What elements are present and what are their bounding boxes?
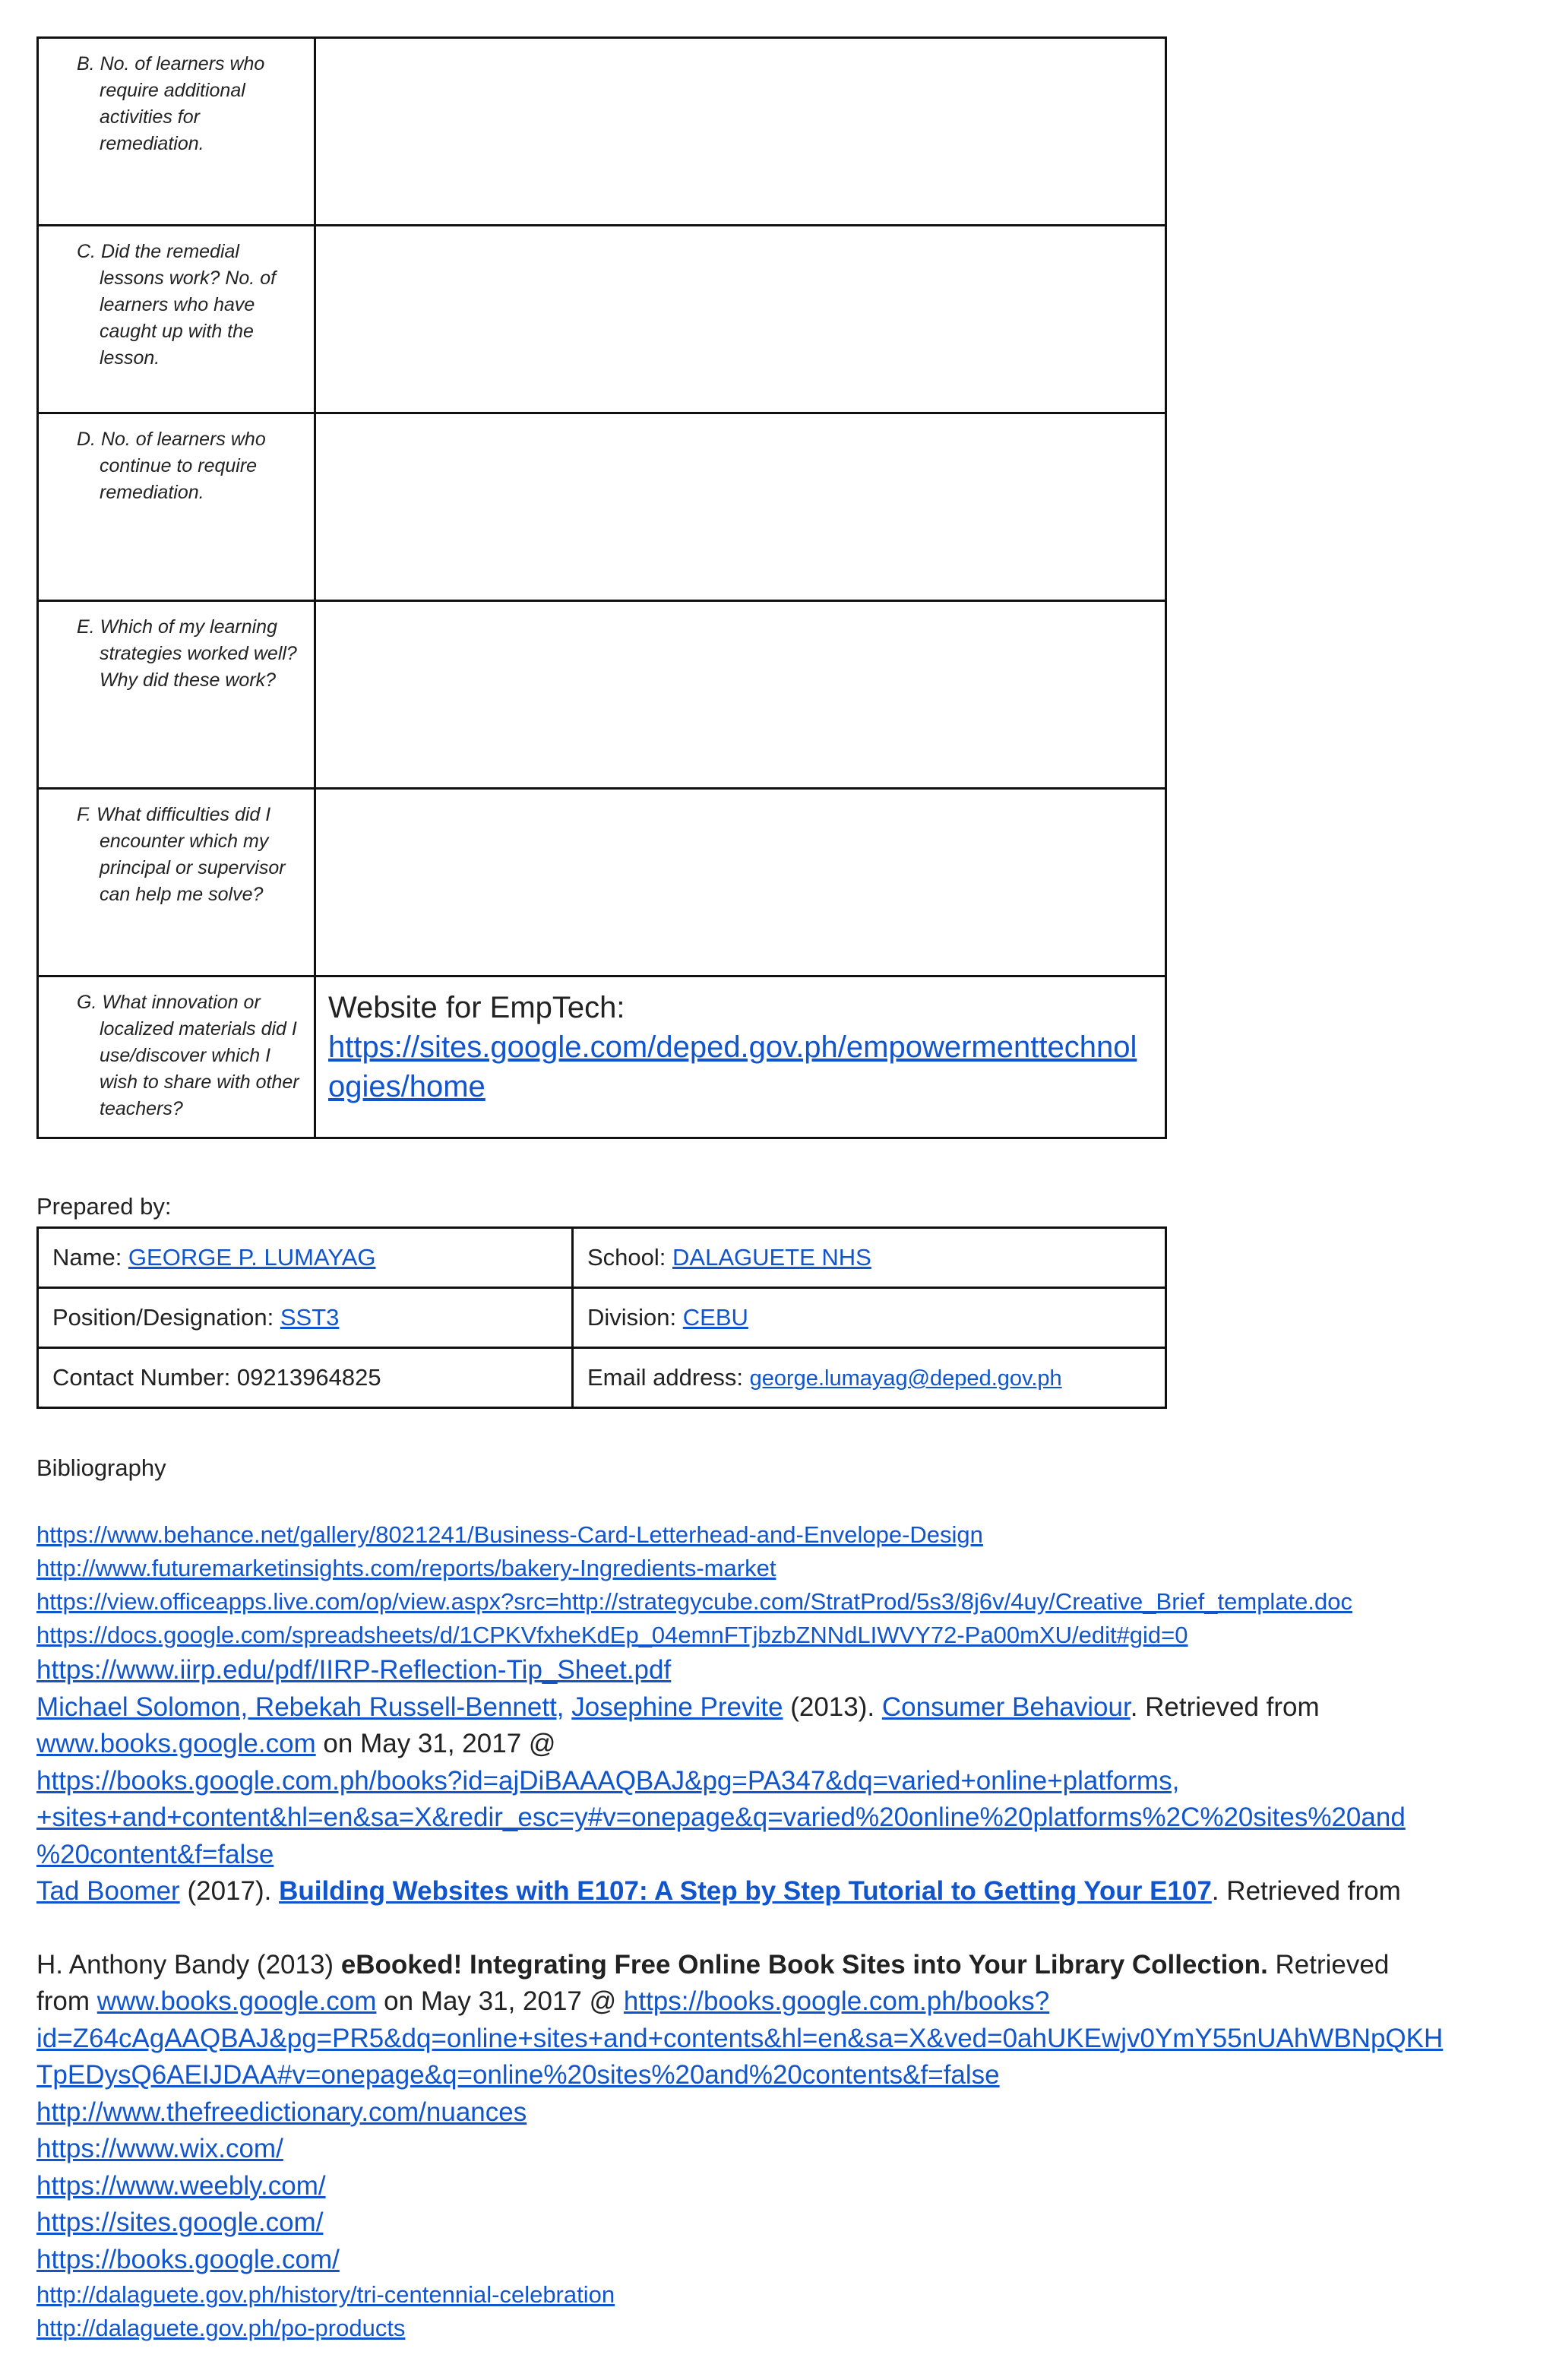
table-row bbox=[38, 1228, 1166, 1288]
bib-ref-solomon bbox=[36, 1689, 1541, 1726]
ref1-retrieved: . Retrieved from bbox=[1130, 1692, 1320, 1722]
division-cell bbox=[573, 1288, 1166, 1348]
table-row bbox=[38, 413, 1166, 601]
question-cell bbox=[38, 976, 315, 1138]
email-label: Email address: bbox=[587, 1364, 750, 1391]
ref1-date: on May 31, 2017 @ bbox=[315, 1729, 556, 1758]
ref1-author2[interactable]: Josephine Previte bbox=[571, 1692, 783, 1722]
ref2-title[interactable]: Building Websites with E107: A Step by Step Tutorial to Getting Your E107 bbox=[279, 1876, 1212, 1906]
question-f: F. What difficulties did I encounter which my principal or supervisor can help me solve? bbox=[77, 804, 286, 905]
position-label: Position/Designation: bbox=[52, 1304, 280, 1331]
ref3-from: from bbox=[36, 1986, 97, 2016]
answer-cell[interactable] bbox=[315, 226, 1166, 413]
table-row bbox=[38, 226, 1166, 413]
name-label: Name: bbox=[52, 1244, 128, 1271]
answer-title: Website for EmpTech: bbox=[328, 991, 625, 1024]
bib-link-dalaguete-products[interactable]: http://dalaguete.gov.ph/po-products bbox=[36, 2315, 406, 2341]
answer-cell[interactable] bbox=[315, 789, 1166, 976]
contact-cell bbox=[38, 1348, 573, 1408]
contact-label: Contact Number: 09213964825 bbox=[52, 1364, 381, 1391]
bib-ref-bandy-source bbox=[36, 1983, 1541, 2021]
bibliography-list bbox=[36, 1518, 1541, 2345]
ref3-url-line3[interactable]: TpEDysQ6AEIJDAA#v=onepage&q=online%20sites%20and%20contents&f=false bbox=[36, 2060, 1000, 2090]
table-row bbox=[38, 976, 1166, 1138]
ref1-url-line1[interactable]: https://books.google.com.ph/books?id=ajDiBAAAQBAJ&pg=PA347&dq=varied+online+platforms, bbox=[36, 1765, 1180, 1796]
ref3-url-line2[interactable]: id=Z64cAgAAQBAJ&pg=PR5&dq=online+sites+and+contents&hl=en&sa=X&ved=0ahUKEwjv0YmY55nUAhWBNpQKH bbox=[36, 2023, 1444, 2053]
ref3-retrieved: Retrieved bbox=[1267, 1949, 1390, 1980]
table-row bbox=[38, 789, 1166, 976]
ref1-url-line3[interactable]: %20content&f=false bbox=[36, 1839, 274, 1869]
bib-link-futuremarket[interactable]: http://www.futuremarketinsights.com/reports/bakery-Ingredients-market bbox=[36, 1555, 776, 1581]
question-cell bbox=[38, 601, 315, 789]
bib-link-spreadsheet[interactable]: https://docs.google.com/spreadsheets/d/1CPKVfxheKdEp_04emnFTjbzbZNNdLIWVY72-Pa00mXU/edit#gid=0 bbox=[36, 1622, 1188, 1648]
question-cell bbox=[38, 413, 315, 601]
answer-cell bbox=[315, 976, 1166, 1138]
school-cell bbox=[573, 1228, 1166, 1288]
prepared-by-label: Prepared by: bbox=[36, 1193, 172, 1220]
bib-link-google-sites[interactable]: https://sites.google.com/ bbox=[36, 2208, 324, 2237]
bib-link-iirp[interactable]: https://www.iirp.edu/pdf/IIRP-Reflection-Tip_Sheet.pdf bbox=[36, 1655, 672, 1685]
question-c: C. Did the remedial lessons work? No. of learners who have caught up with the lesson. bbox=[77, 241, 277, 369]
ref1-title[interactable]: Consumer Behaviour bbox=[881, 1692, 1131, 1722]
bib-link-dalaguete-history[interactable]: http://dalaguete.gov.ph/history/tri-centennial-celebration bbox=[36, 2281, 615, 2308]
bib-link-wix[interactable]: https://www.wix.com/ bbox=[36, 2134, 283, 2163]
question-b: B. No. of learners who require additional activities for remediation. bbox=[77, 53, 265, 154]
bibliography-heading: Bibliography bbox=[36, 1454, 166, 1481]
answer-cell[interactable] bbox=[315, 38, 1166, 226]
bib-link-weebly[interactable]: https://www.weebly.com/ bbox=[36, 2170, 326, 2201]
email-value[interactable]: george.lumayag@deped.gov.ph bbox=[749, 1366, 1062, 1391]
bib-link-freedictionary[interactable]: http://www.thefreedictionary.com/nuances bbox=[36, 2097, 527, 2127]
ref3-author-year: H. Anthony Bandy (2013) bbox=[36, 1949, 341, 1980]
answer-cell[interactable] bbox=[315, 413, 1166, 601]
reflection-table bbox=[36, 36, 1167, 1139]
ref2-retrieved: . Retrieved from bbox=[1211, 1876, 1401, 1906]
division-label: Division: bbox=[587, 1304, 683, 1331]
division-value[interactable]: CEBU bbox=[682, 1304, 748, 1331]
name-cell bbox=[38, 1228, 573, 1288]
ref2-year: (2017). bbox=[179, 1876, 280, 1906]
table-row bbox=[38, 601, 1166, 789]
ref3-url-line1[interactable]: https://books.google.com.ph/books? bbox=[623, 1986, 1050, 2016]
answer-cell[interactable] bbox=[315, 601, 1166, 789]
bib-link-google-books[interactable]: https://books.google.com/ bbox=[36, 2244, 340, 2274]
spacer bbox=[36, 1910, 1541, 1947]
name-value[interactable]: GEORGE P. LUMAYAG bbox=[128, 1244, 376, 1271]
ref1-site[interactable]: www.books.google.com bbox=[36, 1729, 316, 1758]
school-label: School: bbox=[587, 1244, 673, 1271]
ref3-site[interactable]: www.books.google.com bbox=[96, 1986, 377, 2016]
ref1-author1[interactable]: Michael Solomon, Rebekah Russell-Bennett, bbox=[36, 1692, 565, 1722]
question-g: G. What innovation or localized materials did I use/discover which I wish to share with other teachers? bbox=[77, 992, 299, 1119]
bib-link-officeapps[interactable]: https://view.officeapps.live.com/op/view.aspx?src=http://strategycube.com/StratProd/5s3/8j6v/4uy/Creative_Brief_template.doc bbox=[36, 1588, 1353, 1615]
question-d: D. No. of learners who continue to require remediation. bbox=[77, 429, 266, 503]
ref2-author[interactable]: Tad Boomer bbox=[36, 1876, 180, 1906]
bib-large-block bbox=[36, 1652, 1541, 2278]
ref1-url-line2[interactable]: +sites+and+content&hl=en&sa=X&redir_esc=y#v=onepage&q=varied%20online%20platforms%2C%20sites%20and bbox=[36, 1802, 1406, 1832]
ref3-date: on May 31, 2017 @ bbox=[376, 1986, 624, 2016]
table-row bbox=[38, 1348, 1166, 1408]
ref3-title: eBooked! Integrating Free Online Book Sites into Your Library Collection. bbox=[340, 1949, 1268, 1980]
position-cell bbox=[38, 1288, 573, 1348]
bib-link-behance[interactable]: https://www.behance.net/gallery/8021241/Business-Card-Letterhead-and-Envelope-Design bbox=[36, 1521, 983, 1548]
table-row bbox=[38, 38, 1166, 226]
question-cell bbox=[38, 226, 315, 413]
question-cell bbox=[38, 38, 315, 226]
emptech-website-link[interactable]: https://sites.google.com/deped.gov.ph/empowermenttechnologies/home bbox=[328, 1030, 1137, 1103]
bib-ref-boomer bbox=[36, 1873, 1541, 1910]
ref1-year: (2013). bbox=[783, 1692, 882, 1722]
table-row bbox=[38, 1288, 1166, 1348]
prepared-by-table bbox=[36, 1226, 1167, 1409]
question-e: E. Which of my learning strategies worked well? Why did these work? bbox=[77, 616, 297, 691]
school-value[interactable]: DALAGUETE NHS bbox=[672, 1244, 871, 1271]
bib-ref-bandy bbox=[36, 1947, 1541, 1984]
bib-ref-solomon-source bbox=[36, 1726, 1541, 1763]
question-cell bbox=[38, 789, 315, 976]
position-value[interactable]: SST3 bbox=[280, 1304, 340, 1331]
email-cell bbox=[573, 1348, 1166, 1408]
